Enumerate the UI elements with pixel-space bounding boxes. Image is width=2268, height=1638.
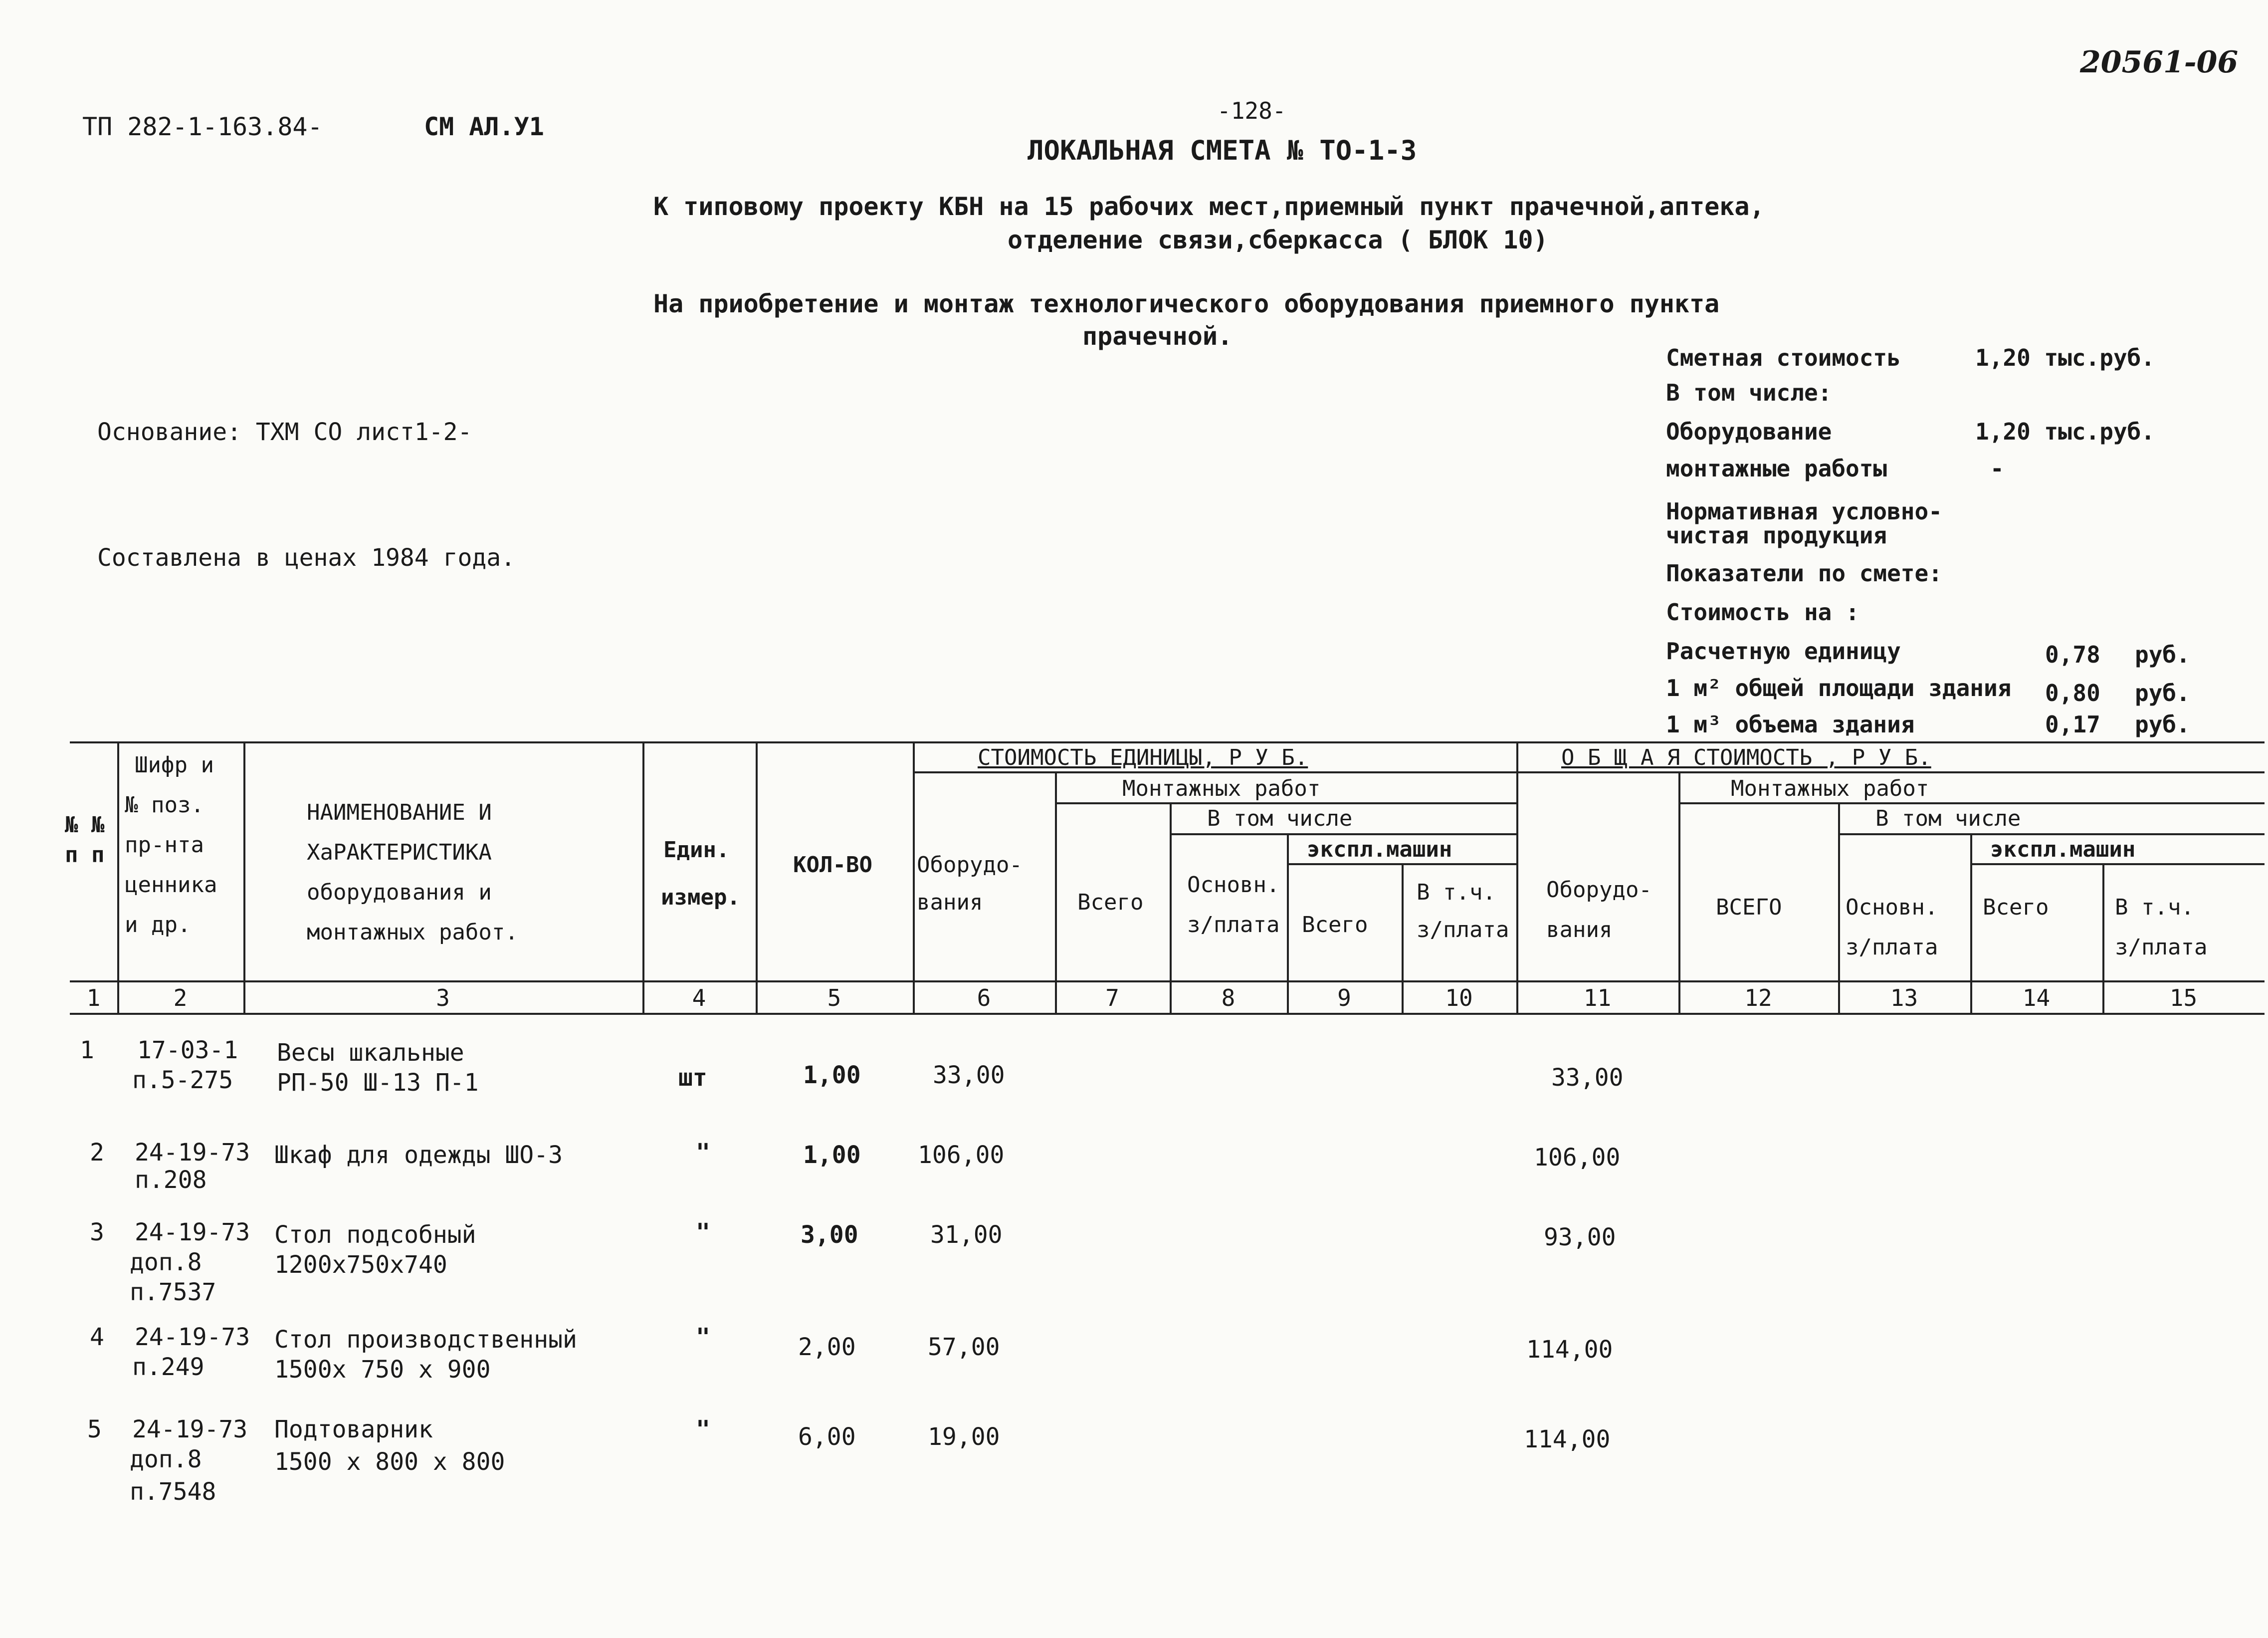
row-unit-price: 31,00	[930, 1221, 1003, 1249]
header-base-col8-2: з/плата	[1187, 912, 1280, 937]
col-sep	[1838, 802, 1840, 1013]
area-value: 0,80	[2045, 680, 2100, 706]
estimated-cost-value: 1,20 тыс.руб.	[1975, 344, 2155, 371]
row-unit-price: 57,00	[928, 1333, 1000, 1361]
col-sep	[1516, 741, 1518, 1013]
col-sep	[117, 741, 119, 1013]
row-code: п.208	[135, 1166, 207, 1194]
column-number: 5	[827, 984, 841, 1011]
header-equipment-left-1: Оборудо-	[917, 852, 1023, 878]
row-name: Стол подсобный	[274, 1221, 476, 1249]
header-name-2: ХаРАКТЕРИСТИКА	[307, 840, 492, 865]
row-code: доп.8	[130, 1248, 202, 1276]
col-sep	[1170, 802, 1172, 1013]
row-code: 17-03-1	[137, 1036, 238, 1064]
volume-label: 1 м³ объема здания	[1666, 711, 1915, 738]
row-name: 1500х 750 х 900	[274, 1356, 491, 1384]
header-wage-col15-2: з/плата	[2115, 935, 2208, 960]
header-total-col7: Всего	[1077, 890, 1144, 915]
column-number: 12	[1744, 984, 1772, 1011]
area-label: 1 м² общей площади здания	[1666, 675, 2012, 702]
header-including-left: В том числе	[1207, 806, 1353, 831]
row-name: РП-50 Ш-13 П-1	[277, 1069, 479, 1097]
sheet-code: СМ АЛ.У1	[424, 112, 544, 141]
header-total-cost-group: О Б Щ А Я СТОИМОСТЬ , Р У Б.	[1561, 745, 1931, 770]
header-unit-cost-group: СТОИМОСТЬ ЕДИНИЦЫ, Р У Б.	[978, 745, 1308, 770]
header-machine-right: экспл.машин	[1990, 837, 2136, 862]
header-wage-col10-1: В т.ч.	[1417, 880, 1496, 905]
column-number: 9	[1337, 984, 1351, 1011]
row-unit: "	[696, 1218, 710, 1246]
column-number: 15	[2169, 984, 2198, 1011]
project-code: ТП 282-1-163.84-	[82, 112, 323, 141]
col-sep	[1678, 771, 1680, 1013]
header-equipment-left-2: вания	[917, 890, 983, 915]
row-number: 3	[90, 1218, 104, 1246]
unit-currency: руб.	[2135, 641, 2190, 668]
page-number: -128-	[1217, 97, 1286, 124]
column-numbers-line	[70, 1013, 2265, 1015]
row-total: 106,00	[1534, 1144, 1621, 1171]
header-name-1: НАИМЕНОВАНИЕ И	[307, 800, 492, 825]
column-number: 3	[436, 984, 450, 1011]
column-number: 1	[86, 984, 101, 1011]
row-qty: 1,00	[803, 1061, 861, 1089]
header-equipment-right-1: Оборудо-	[1546, 877, 1652, 903]
row-qty: 6,00	[798, 1423, 856, 1451]
row-number: 4	[90, 1323, 104, 1351]
row-qty: 1,00	[803, 1141, 861, 1169]
subtitle-line-1: К типовому проекту КБН на 15 рабочих мест,приемный пункт прачечной,аптека,	[653, 192, 1765, 221]
row-qty: 2,00	[798, 1333, 856, 1361]
row-number: 1	[80, 1036, 94, 1064]
row-total: 114,00	[1524, 1425, 1611, 1453]
row-unit-price: 106,00	[918, 1141, 1005, 1169]
prices-note: Составлена в ценах 1984 года.	[97, 544, 516, 572]
column-number: 8	[1221, 984, 1236, 1011]
row-unit: "	[696, 1139, 710, 1167]
row-total: 33,00	[1551, 1064, 1624, 1092]
unit-label: Расчетную единицу	[1666, 638, 1901, 665]
installation-value: -	[1990, 455, 2004, 482]
header-unit-2: измер.	[661, 885, 740, 910]
equipment-label: Оборудование	[1666, 418, 1832, 445]
cost-per-label: Стоимость на :	[1666, 599, 1859, 626]
header-no-1: № №	[65, 812, 105, 838]
column-number: 4	[692, 984, 706, 1011]
header-name-3: оборудования и	[307, 880, 492, 905]
col-sep	[1055, 771, 1057, 1013]
header-total-col14: Всего	[1983, 895, 2049, 920]
row-code: доп.8	[130, 1445, 202, 1473]
row-unit-price: 19,00	[928, 1423, 1000, 1451]
header-no-2: п п	[65, 842, 105, 868]
document-code: 20561-06	[2080, 45, 2239, 80]
header-machine-left: экспл.машин	[1307, 837, 1452, 862]
col-sep	[243, 741, 245, 1013]
basis-note: Основание: ТХМ СО лист1-2-	[97, 418, 472, 446]
row-unit-price: 33,00	[933, 1061, 1005, 1089]
column-number: 6	[977, 984, 991, 1011]
column-number: 14	[2022, 984, 2051, 1011]
row-name: 1500 х 800 х 800	[274, 1448, 505, 1476]
installation-label: монтажные работы	[1666, 455, 1887, 482]
including-label: В том числе:	[1666, 379, 1832, 406]
header-code-4: ценника	[125, 872, 217, 898]
col-sep	[913, 741, 915, 1013]
purpose-line-2: прачечной.	[1082, 322, 1233, 351]
document-title: ЛОКАЛЬНАЯ СМЕТА № ТО-1-3	[1028, 135, 1417, 166]
header-base-col13-1: Основн.	[1846, 895, 1938, 920]
row-total: 114,00	[1526, 1336, 1613, 1364]
row-unit: "	[696, 1323, 710, 1351]
row-unit: "	[696, 1415, 710, 1443]
row-name: Стол производственный	[274, 1326, 577, 1354]
row-code: п.249	[132, 1353, 205, 1381]
row-code: 24-19-73	[135, 1139, 250, 1167]
column-number: 2	[173, 984, 188, 1011]
row-name: Подтоварник	[274, 1415, 433, 1443]
subtitle-line-2: отделение связи,сберкасса ( БЛОК 10)	[1008, 226, 1548, 254]
header-bottom-line	[70, 980, 2265, 982]
area-currency: руб.	[2135, 680, 2190, 706]
column-number: 10	[1445, 984, 1473, 1011]
header-name-4: монтажных работ.	[307, 920, 518, 945]
header-equipment-right-2: вания	[1546, 917, 1613, 942]
header-base-col13-2: з/плата	[1846, 935, 1938, 960]
row-number: 2	[90, 1139, 104, 1167]
column-number: 11	[1583, 984, 1612, 1011]
volume-value: 0,17	[2045, 711, 2100, 738]
indicators-label: Показатели по смете:	[1666, 560, 1942, 587]
row-name: 1200х750х740	[274, 1251, 447, 1279]
row-code: п.7537	[130, 1278, 216, 1306]
header-unit-1: Един.	[663, 837, 730, 863]
row-qty: 3,00	[801, 1221, 858, 1249]
header-code-1: Шифр и	[135, 752, 214, 778]
header-install-works-right: Монтажных работ	[1731, 776, 1929, 801]
header-code-3: пр-нта	[125, 832, 204, 858]
row-unit: шт	[678, 1064, 707, 1092]
volume-currency: руб.	[2135, 711, 2190, 738]
header-code-2: № поз.	[125, 792, 204, 818]
row-code: 24-19-73	[135, 1323, 250, 1351]
normative-label-2: чистая продукция	[1666, 522, 1887, 549]
purpose-line-1: На приобретение и монтаж технологического оборудования приемного пункта	[653, 289, 1720, 318]
row-number: 5	[87, 1415, 102, 1443]
header-total-col9: Всего	[1302, 912, 1368, 937]
unit-value: 0,78	[2045, 641, 2100, 668]
row-code: п.5-275	[132, 1066, 233, 1094]
equipment-value: 1,20 тыс.руб.	[1975, 418, 2155, 445]
header-wage-col15-1: В т.ч.	[2115, 895, 2194, 920]
row-code: 24-19-73	[132, 1415, 248, 1443]
normative-label-1: Нормативная условно-	[1666, 498, 1942, 525]
header-code-5: и др.	[125, 912, 191, 937]
row-total: 93,00	[1544, 1223, 1616, 1251]
estimated-cost-label: Сметная стоимость	[1666, 344, 1901, 371]
header-wage-col10-2: з/плата	[1417, 917, 1509, 942]
header-base-col8-1: Основн.	[1187, 872, 1280, 898]
row-code: п.7548	[130, 1478, 216, 1506]
col-sep	[642, 741, 644, 1013]
header-including-right: В том числе	[1875, 806, 2021, 831]
column-number: 7	[1105, 984, 1119, 1011]
header-total-col12: ВСЕГО	[1716, 895, 1782, 920]
header-install-works-left: Монтажных работ	[1122, 776, 1321, 801]
col-sep	[756, 741, 758, 1013]
column-number: 13	[1890, 984, 1918, 1011]
row-code: 24-19-73	[135, 1218, 250, 1246]
row-name: Шкаф для одежды ШО-3	[274, 1141, 563, 1169]
row-name: Весы шкальные	[277, 1039, 464, 1067]
header-qty: КОЛ-ВО	[793, 852, 872, 878]
